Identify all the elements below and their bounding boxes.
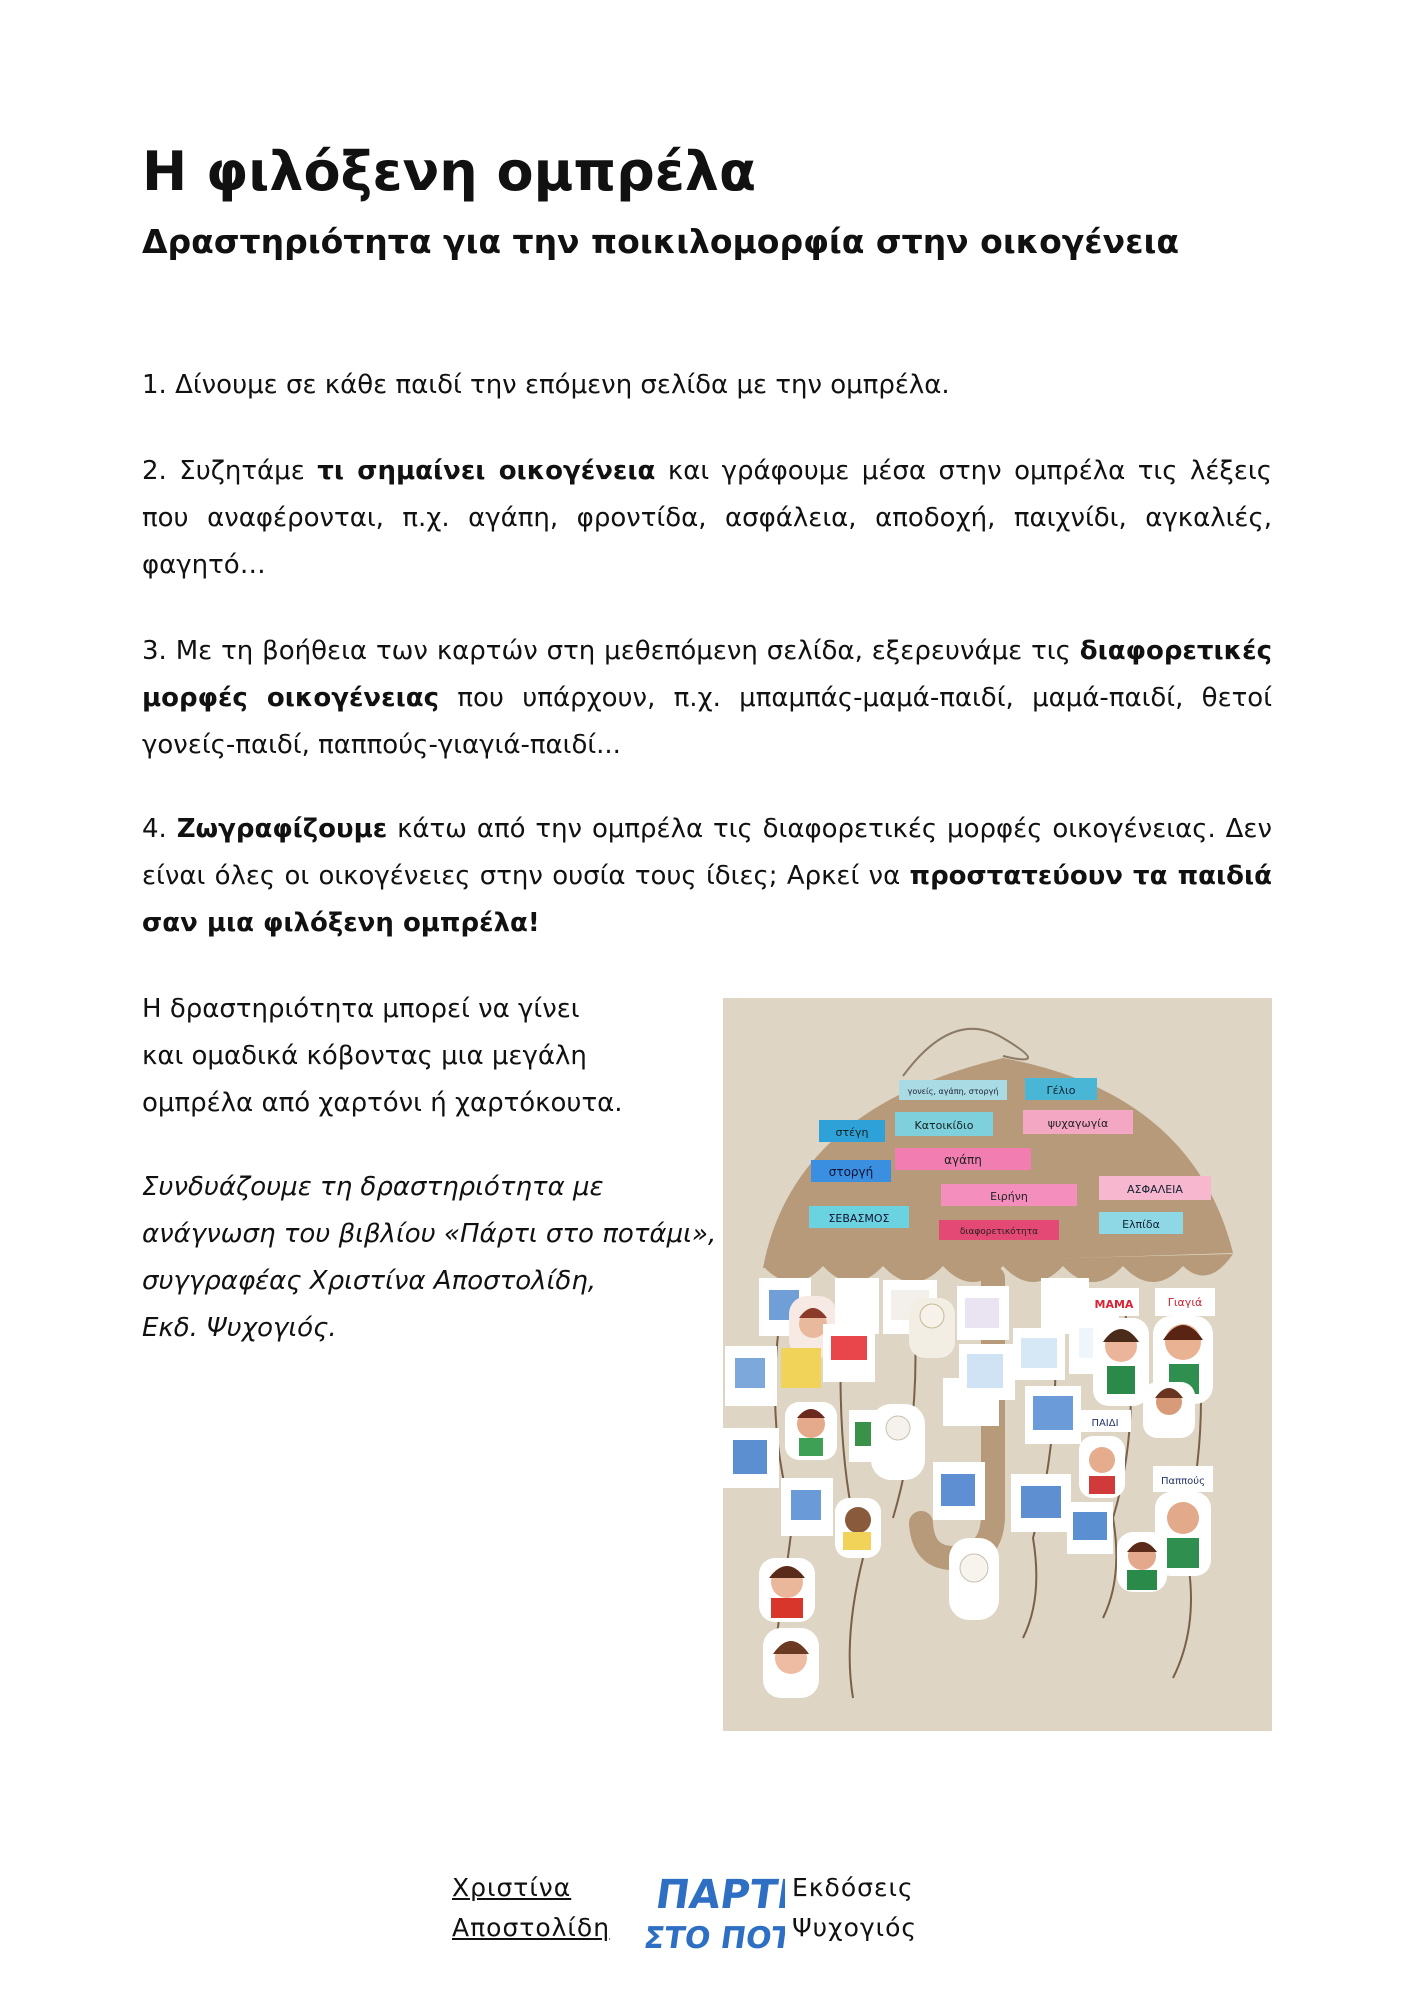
page-subtitle: Δραστηριότητα για την ποικιλομορφία στην οικογένεια [142,222,1180,261]
card-label-giagia: Γιαγιά [1167,1296,1203,1309]
page-title: Η φιλόξενη ομπρέλα [142,140,757,203]
book-logo-graphic [645,1860,785,1960]
footer-author-line-2[interactable]: Αποστολίδη [452,1913,611,1942]
footer-publisher [792,1868,917,1948]
step-3-emphasis: διαφορετικές μορφές οικογένειας [142,636,1272,713]
book-reading-note [142,1164,722,1352]
footer-author-line-1[interactable]: Χριστίνα [452,1873,572,1902]
footer-publisher-line-1: Εκδόσεις [792,1873,914,1902]
step-4-emphasis-end: προστατεύουν τα παιδιά σαν μια φιλόξενη ομπρέλα! [142,861,1272,938]
group-note-line-3: ομπρέλα από χαρτόνι ή χαρτόκουτα. [142,1088,623,1118]
canopy-label-4: Κατοικίδιο [914,1119,974,1132]
step-1-text: 1. Δίνουμε σε κάθε παιδί την επόμενη σελίδα με την ομπρέλα. [142,370,950,400]
card-label-mama: ΜΑΜΑ [1094,1298,1134,1311]
step-3-text-end: που υπάρχουν, π.χ. μπαμπάς-μαμά-παιδί, μαμά-παιδί, θετοί γονείς-παιδί, παππούς-γιαγιά-παιδί... [142,683,1272,760]
book-note-line-4: Εκδ. Ψυχογιός. [142,1313,337,1343]
step-3-text-start: 3. Με τη βοήθεια των καρτών στη μεθεπόμενη σελίδα, εξερευνάμε τις [142,636,1080,666]
step-2-text-start: 2. Συζητάμε [142,456,318,486]
canopy-label-3: στέγη [835,1126,869,1139]
step-4-emphasis: Ζωγραφίζουμε [176,814,388,844]
step-2-text-end: και γράφουμε μέσα στην ομπρέλα τις λέξεις που αναφέρονται, π.χ. αγάπη, φροντίδα, ασφάλεια, αποδοχή, παιχνίδι, αγκαλιές, φαγητό… [142,456,1272,580]
canopy-label-11: διαφορετικότητα [959,1227,1039,1237]
footer-author[interactable] [452,1868,610,1948]
canopy-label-1: γονείς, αγάπη, στοργή [907,1087,999,1096]
canopy-label-9: ΑΣΦΑΛΕΙΑ [1127,1183,1183,1196]
group-activity-note [142,986,722,1127]
umbrella-craft-illustration [723,998,1272,1731]
canopy-label-5: ψυχαγωγία [1047,1117,1109,1130]
logo-word-parti: ΠΑΡΤΙ [652,1872,785,1918]
book-note-line-3: συγγραφέας Χριστίνα Αποστολίδη, [142,1266,596,1296]
group-note-line-2: και ομαδικά κόβοντας μια μεγάλη [142,1041,587,1071]
group-note-line-1: Η δραστηριότητα μπορεί να γίνει [142,994,580,1024]
step-4-text-start: 4. [142,814,177,844]
canopy-label-2: Γέλιο [1046,1084,1076,1097]
logo-word-sto-potami: ΣΤΟ ΠΟΤΑΜΙ [645,1921,785,1956]
parti-sto-potami-logo [645,1860,785,1960]
card-label-paidi: ΠΑΙΔΙ [1091,1418,1119,1429]
canopy-label-6: αγάπη [944,1153,982,1167]
step-4-text-end: κάτω από την ομπρέλα τις διαφορετικές μορφές οικογένειας. Δεν είναι όλες οι οικογένειες στην ουσία τους ίδιες; Αρκεί να [142,814,1272,891]
step-2 [142,448,1272,589]
step-1 [142,362,1272,409]
canopy-label-8: Ειρήνη [990,1190,1028,1203]
canopy-label-10: ΣΕΒΑΣΜΟΣ [828,1212,890,1225]
canopy-label-7: στοργή [828,1165,874,1179]
book-note-line-1: Συνδυάζουμε τη δραστηριότητα με [142,1172,604,1202]
card-label-pappous: Παππούς [1161,1476,1205,1487]
book-note-line-2: ανάγνωση του βιβλίου «Πάρτι στο ποτάμι», [142,1219,717,1249]
step-3 [142,628,1272,769]
umbrella-craft-photo [723,998,1272,1731]
step-2-emphasis: τι σημαίνει οικογένεια [317,456,656,486]
canopy-label-12: Ελπίδα [1122,1218,1160,1231]
step-4 [142,806,1272,947]
footer-publisher-line-2: Ψυχογιός [792,1913,918,1942]
